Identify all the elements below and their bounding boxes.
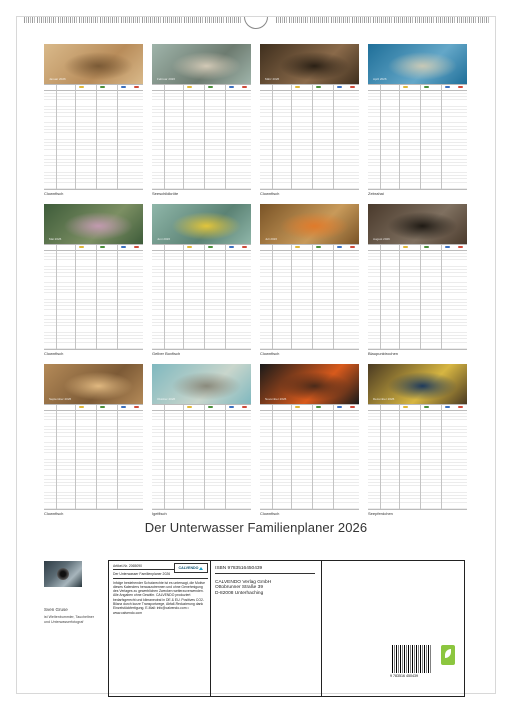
planner-header <box>152 85 251 91</box>
month-stamp: Mai 2026 <box>49 237 62 241</box>
month-panel <box>44 44 143 197</box>
family-member-icon <box>79 246 84 248</box>
month-photo <box>152 364 251 404</box>
binding-ring <box>457 17 460 23</box>
binding-ring <box>238 17 241 23</box>
family-member-icon <box>403 86 408 88</box>
binding-ring <box>175 17 178 23</box>
binding-ring <box>95 17 98 23</box>
binding-ring <box>452 17 455 23</box>
planner-grid <box>260 404 359 510</box>
month-photo <box>260 204 359 244</box>
planner-column-line <box>441 85 442 189</box>
month-caption: Clownfisch <box>44 351 64 356</box>
binding-ring <box>373 17 376 23</box>
month-photo <box>44 44 143 84</box>
family-member-icon <box>295 246 300 248</box>
family-member-icon <box>100 406 105 408</box>
month-stamp: September 2026 <box>49 397 72 401</box>
family-member-icon <box>316 246 321 248</box>
barcode-number: 9 783516 450439 <box>390 674 418 678</box>
binding-ring <box>108 17 111 23</box>
family-member-icon <box>134 86 139 88</box>
binding-ring <box>205 17 208 23</box>
family-member-icon <box>229 406 234 408</box>
month-panel <box>368 44 467 197</box>
binding-ring <box>167 17 170 23</box>
binding-ring <box>486 17 489 23</box>
binding-ring <box>339 17 342 23</box>
divider <box>210 561 211 696</box>
article-number: Artikel-Nr. 2065090 <box>113 564 208 570</box>
month-panel <box>152 204 251 357</box>
planner-header <box>368 85 467 91</box>
family-member-icon <box>208 86 213 88</box>
month-stamp: Juni 2026 <box>157 237 171 241</box>
planner-header <box>44 85 143 91</box>
binding-ring <box>343 17 346 23</box>
month-panel <box>152 44 251 197</box>
family-member-icon <box>242 86 247 88</box>
planner-column-line <box>420 245 421 349</box>
binding-ring <box>150 17 153 23</box>
planner-column-line <box>272 85 273 189</box>
planner-column-line <box>380 85 381 189</box>
binding-ring <box>444 17 447 23</box>
planner-column-line <box>399 85 400 189</box>
binding-ring <box>335 17 338 23</box>
month-panel <box>152 364 251 517</box>
planner-column-line <box>420 85 421 189</box>
planner-header <box>260 85 359 91</box>
binding-ring <box>45 17 48 23</box>
binding-ring <box>121 17 124 23</box>
binding-ring <box>410 17 413 23</box>
binding-ring <box>423 17 426 23</box>
planner-grid <box>368 84 467 190</box>
binding-ring <box>200 17 203 23</box>
planner-grid <box>368 244 467 350</box>
family-member-icon <box>208 406 213 408</box>
barcode <box>392 645 432 673</box>
binding-ring <box>230 17 233 23</box>
photographer-description: ist Weltenbummler, Taucheltner und Unterwasserfotograf <box>44 615 95 624</box>
binding-ring <box>469 17 472 23</box>
family-member-icon <box>316 406 321 408</box>
binding-ring <box>213 17 216 23</box>
month-caption: Clownfisch <box>260 191 280 196</box>
planner-column-line <box>225 245 226 349</box>
binding-ring <box>158 17 161 23</box>
binding-ring <box>179 17 182 23</box>
binding-ring <box>58 17 61 23</box>
binding-ring <box>146 17 149 23</box>
binding-ring <box>234 17 237 23</box>
planner-grid <box>260 84 359 190</box>
planner-column-line <box>75 405 76 509</box>
binding-ring <box>427 17 430 23</box>
month-stamp: Oktober 2026 <box>157 397 176 401</box>
planner-column-line <box>420 405 421 509</box>
planner-column-line <box>96 245 97 349</box>
planner-header <box>152 245 251 251</box>
family-member-icon <box>79 406 84 408</box>
binding-ring <box>322 17 325 23</box>
planner-column-line <box>56 405 57 509</box>
family-member-icon <box>121 406 126 408</box>
month-panel <box>368 364 467 517</box>
binding-ring <box>28 17 31 23</box>
calvendo-logo <box>174 563 208 573</box>
month-stamp: November 2026 <box>265 397 287 401</box>
binding-ring <box>129 17 132 23</box>
legal-text: Infolge bestehender Schutzrechte ist es untersagt, die Motive dieses Kalenders herauszutrennen und ohne Genehmigung des Verlages zu gewerblichen Zwecken weiterzuverwenden. Alle Angaben ohne Gewähr. CALVENDO produziert bedarfsgerecht und klimaneutral in DE & EU. Positives CO2-Bilanz durch kurze Transportwege, Abfall-Reduzierung dank Einzelstückfertigung. E-Mail: info@calvendo.com • www.calvendo.com <box>113 580 205 615</box>
binding-ring <box>394 17 397 23</box>
family-member-icon <box>134 246 139 248</box>
binding-ring <box>402 17 405 23</box>
planner-column-line <box>204 85 205 189</box>
planner-column-line <box>164 85 165 189</box>
binding-ring <box>293 17 296 23</box>
family-member-icon <box>424 246 429 248</box>
binding-ring <box>188 17 191 23</box>
publisher-street: Ottobrunner Straße 39 <box>215 585 263 591</box>
binding-ring <box>192 17 195 23</box>
binding-ring <box>364 17 367 23</box>
binding-ring <box>482 17 485 23</box>
binding-ring <box>41 17 44 23</box>
binding-ring <box>465 17 468 23</box>
binding-ring <box>352 17 355 23</box>
binding-ring <box>448 17 451 23</box>
planner-grid <box>152 404 251 510</box>
planner-column-line <box>96 85 97 189</box>
binding-ring <box>217 17 220 23</box>
binding-ring <box>284 17 287 23</box>
binding-ring <box>368 17 371 23</box>
binding-ring <box>104 17 107 23</box>
binding-ring <box>53 17 56 23</box>
binding-ring <box>398 17 401 23</box>
binding-ring <box>142 17 145 23</box>
family-member-icon <box>445 246 450 248</box>
binding-ring <box>314 17 317 23</box>
binding-ring <box>360 17 363 23</box>
planner-column-line <box>204 405 205 509</box>
planner-column-line <box>75 245 76 349</box>
planner-grid <box>44 244 143 350</box>
planner-column-line <box>183 85 184 189</box>
binding-ring <box>32 17 35 23</box>
planner-header <box>260 405 359 411</box>
month-caption: Clownfisch <box>44 191 64 196</box>
family-member-icon <box>242 246 247 248</box>
month-caption: Blaupunktrochen <box>368 351 399 356</box>
logo-triangle-icon <box>199 567 203 570</box>
month-stamp: April 2026 <box>373 77 387 81</box>
planner-column-line <box>183 245 184 349</box>
planner-column-line <box>272 405 273 509</box>
planner-column-line <box>333 245 334 349</box>
binding-ring <box>83 17 86 23</box>
binding-ring <box>406 17 409 23</box>
family-member-icon <box>187 406 192 408</box>
binding-ring <box>419 17 422 23</box>
month-photo <box>152 204 251 244</box>
planner-column-line <box>56 85 57 189</box>
planner-column-line <box>333 405 334 509</box>
month-stamp: Juli 2026 <box>265 237 278 241</box>
binding-ring <box>431 17 434 23</box>
planner-column-line <box>75 85 76 189</box>
month-caption: Igelfisch <box>152 511 167 516</box>
family-member-icon <box>424 86 429 88</box>
month-caption: Seepferdchen <box>368 511 393 516</box>
planner-column-line <box>312 405 313 509</box>
binding-ring <box>331 17 334 23</box>
binding-ring <box>125 17 128 23</box>
divider <box>321 561 322 696</box>
planner-column-line <box>225 85 226 189</box>
binding-ring <box>310 17 313 23</box>
binding-ring <box>221 17 224 23</box>
camera-lens-icon <box>57 568 69 580</box>
family-member-icon <box>403 406 408 408</box>
binding-ring <box>91 17 94 23</box>
binding-ring <box>297 17 300 23</box>
month-panel <box>44 204 143 357</box>
month-panel <box>260 364 359 517</box>
family-member-icon <box>121 86 126 88</box>
binding-ring <box>66 17 69 23</box>
month-panel <box>260 44 359 197</box>
planner-column-line <box>117 85 118 189</box>
publisher-city: D-82008 Unterhaching <box>215 590 264 596</box>
planner-column-line <box>164 245 165 349</box>
product-title: Der Unterwasser Familienplaner 2026 <box>113 572 208 578</box>
family-member-icon <box>242 406 247 408</box>
planner-header <box>260 245 359 251</box>
month-photo <box>260 364 359 404</box>
binding-ring <box>289 17 292 23</box>
calendar-title: Der Unterwasser Familienplaner 2026 <box>144 520 368 535</box>
family-member-icon <box>134 406 139 408</box>
month-stamp: März 2026 <box>265 77 280 81</box>
month-stamp: Dezember 2026 <box>373 397 395 401</box>
planner-column-line <box>312 85 313 189</box>
binding-ring <box>196 17 199 23</box>
planner-column-line <box>291 245 292 349</box>
binding-ring <box>461 17 464 23</box>
planner-header <box>368 405 467 411</box>
family-member-icon <box>295 86 300 88</box>
month-photo <box>260 44 359 84</box>
family-member-icon <box>445 406 450 408</box>
binding-ring <box>133 17 136 23</box>
binding-ring <box>415 17 418 23</box>
planner-grid <box>368 404 467 510</box>
month-stamp: Februar 2026 <box>157 77 176 81</box>
family-member-icon <box>187 86 192 88</box>
leaf-icon <box>445 649 451 658</box>
planner-column-line <box>272 245 273 349</box>
planner-grid <box>152 244 251 350</box>
binding-ring <box>74 17 77 23</box>
planner-header <box>44 405 143 411</box>
eco-badge-icon <box>441 645 455 665</box>
family-member-icon <box>350 246 355 248</box>
planner-grid <box>260 244 359 350</box>
planner-column-line <box>225 405 226 509</box>
planner-column-line <box>117 245 118 349</box>
month-photo <box>152 44 251 84</box>
month-caption: Clownfisch <box>44 511 64 516</box>
binding-ring <box>62 17 65 23</box>
planner-header <box>368 245 467 251</box>
month-stamp: August 2026 <box>373 237 390 241</box>
planner-column-line <box>441 405 442 509</box>
planner-column-line <box>117 405 118 509</box>
planner-column-line <box>399 405 400 509</box>
family-member-icon <box>79 86 84 88</box>
planner-column-line <box>312 245 313 349</box>
info-box <box>108 560 465 697</box>
binding-ring <box>326 17 329 23</box>
month-panel <box>368 204 467 357</box>
binding-ring <box>440 17 443 23</box>
planner-column-line <box>164 405 165 509</box>
family-member-icon <box>100 246 105 248</box>
binding-ring <box>347 17 350 23</box>
planner-grid <box>152 84 251 190</box>
photographer-photo <box>44 561 82 587</box>
binding-ring <box>70 17 73 23</box>
binding-ring <box>377 17 380 23</box>
binding-ring <box>226 17 229 23</box>
binding-ring <box>301 17 304 23</box>
planner-grid <box>44 84 143 190</box>
family-member-icon <box>458 406 463 408</box>
family-member-icon <box>100 86 105 88</box>
month-panel <box>44 364 143 517</box>
family-member-icon <box>403 246 408 248</box>
family-member-icon <box>337 86 342 88</box>
binding-ring <box>184 17 187 23</box>
binding-ring <box>79 17 82 23</box>
month-photo <box>368 204 467 244</box>
binding-ring <box>381 17 384 23</box>
planner-column-line <box>96 405 97 509</box>
family-member-icon <box>350 406 355 408</box>
planner-column-line <box>399 245 400 349</box>
family-member-icon <box>337 246 342 248</box>
binding-ring <box>87 17 90 23</box>
binding-ring <box>318 17 321 23</box>
family-member-icon <box>187 246 192 248</box>
binding-ring <box>356 17 359 23</box>
month-caption: Seeschildkröte <box>152 191 179 196</box>
month-caption: Clownfisch <box>260 511 280 516</box>
family-member-icon <box>350 86 355 88</box>
publisher-info <box>215 566 315 596</box>
family-member-icon <box>458 86 463 88</box>
month-photo <box>44 204 143 244</box>
binding-ring <box>24 17 27 23</box>
family-member-icon <box>337 406 342 408</box>
planner-header <box>44 245 143 251</box>
binding-ring <box>112 17 115 23</box>
month-caption: Gelber Boxfisch <box>152 351 181 356</box>
logo-text: CALVENDO <box>178 566 199 570</box>
month-panel <box>260 204 359 357</box>
planner-column-line <box>380 245 381 349</box>
family-member-icon <box>424 406 429 408</box>
month-stamp: Januar 2026 <box>49 77 66 81</box>
binding-ring <box>49 17 52 23</box>
binding-ring <box>171 17 174 23</box>
month-caption: Zebrahai <box>368 191 384 196</box>
binding-ring <box>100 17 103 23</box>
month-photo <box>368 364 467 404</box>
planner-grid <box>44 404 143 510</box>
binding-ring <box>37 17 40 23</box>
binding-ring <box>473 17 476 23</box>
binding-ring <box>276 17 279 23</box>
binding-ring <box>116 17 119 23</box>
planner-column-line <box>441 245 442 349</box>
binding-ring <box>436 17 439 23</box>
planner-column-line <box>183 405 184 509</box>
isbn: ISBN 9783516450439 <box>215 566 315 574</box>
family-member-icon <box>229 246 234 248</box>
family-member-icon <box>316 86 321 88</box>
publisher-name: CALVENDO Verlag GmbH <box>215 579 272 585</box>
family-member-icon <box>229 86 234 88</box>
photographer-name: Sven Gruse <box>44 607 68 612</box>
family-member-icon <box>458 246 463 248</box>
planner-header <box>152 405 251 411</box>
family-member-icon <box>295 406 300 408</box>
month-photo <box>368 44 467 84</box>
binding-ring <box>154 17 157 23</box>
planner-column-line <box>291 85 292 189</box>
binding-ring <box>209 17 212 23</box>
family-member-icon <box>445 86 450 88</box>
binding-ring <box>137 17 140 23</box>
month-photo <box>44 364 143 404</box>
planner-column-line <box>380 405 381 509</box>
family-member-icon <box>121 246 126 248</box>
planner-column-line <box>291 405 292 509</box>
binding-ring <box>305 17 308 23</box>
planner-column-line <box>333 85 334 189</box>
family-member-icon <box>208 246 213 248</box>
month-caption: Clownfisch <box>260 351 280 356</box>
binding-ring <box>163 17 166 23</box>
binding-ring <box>389 17 392 23</box>
planner-column-line <box>204 245 205 349</box>
binding-ring <box>385 17 388 23</box>
binding-ring <box>478 17 481 23</box>
planner-column-line <box>56 245 57 349</box>
binding-ring <box>280 17 283 23</box>
